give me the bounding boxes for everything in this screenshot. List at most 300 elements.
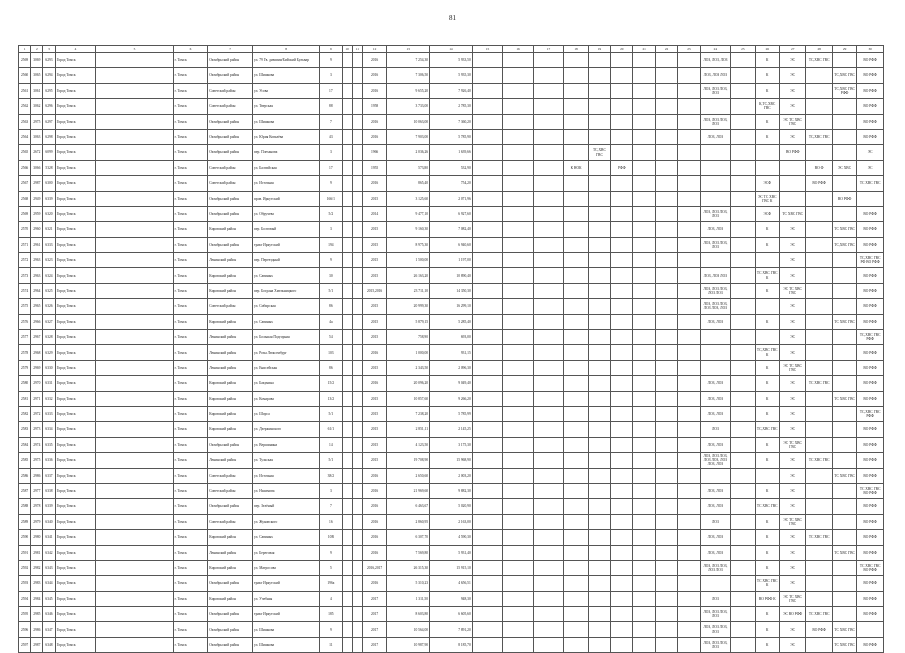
- table-cell: 17: [320, 160, 342, 175]
- column-header: 13: [387, 46, 430, 53]
- table-cell: 3: [320, 68, 342, 83]
- table-cell: 2575: [19, 299, 31, 314]
- table-cell: [533, 330, 564, 345]
- table-cell: 573,80: [387, 160, 430, 175]
- table-cell: ЛОЗ: [700, 591, 731, 606]
- table-cell: Город Томск: [55, 160, 96, 175]
- table-cell: ЛОЗ, ЛОЗ: [700, 499, 731, 514]
- table-cell: 7 238,20: [387, 406, 430, 421]
- table-cell: ЛОЗ: [700, 422, 731, 437]
- table-cell: ТС ХВС ГВС ВО РФФ: [857, 483, 884, 498]
- table-cell: 86: [320, 360, 342, 375]
- table-cell: К НОК: [564, 160, 588, 175]
- table-cell: [588, 437, 610, 452]
- table-cell: г. Томск: [173, 253, 208, 268]
- table-cell: 10 564,00: [387, 622, 430, 637]
- table-cell: [503, 145, 534, 160]
- table-cell: Город Томск: [55, 607, 96, 622]
- table-cell: ЭС ТС ХВС ГВС: [779, 114, 805, 129]
- table-cell: [611, 576, 633, 591]
- table-cell: Город Томск: [55, 391, 96, 406]
- table-row: [19, 268, 884, 283]
- table-cell: ЭС ТС ХВС ГВС: [779, 514, 805, 529]
- table-cell: 2968: [31, 345, 43, 360]
- table-cell: [352, 437, 362, 452]
- table-cell: [533, 406, 564, 421]
- table-cell: ВО РФФ: [857, 499, 884, 514]
- table-cell: 931,15: [430, 345, 473, 360]
- table-cell: 2983: [31, 576, 43, 591]
- table-cell: Город Томск: [55, 145, 96, 160]
- table-cell: [700, 360, 731, 375]
- table-cell: 2970: [31, 376, 43, 391]
- table-cell: [533, 191, 564, 206]
- table-cell: 2017: [362, 607, 386, 622]
- table-cell: [611, 99, 633, 114]
- table-cell: [731, 299, 755, 314]
- table-cell: 2 096,30: [430, 360, 473, 375]
- table-cell: ВО РФФ: [857, 530, 884, 545]
- table-cell: 166/1: [320, 191, 342, 206]
- table-cell: [342, 206, 352, 221]
- table-cell: 2583: [19, 422, 31, 437]
- table-cell: г. Томск: [173, 607, 208, 622]
- table-cell: ЛОЗ, ЛОЗ: [700, 376, 731, 391]
- table-cell: ЛОЗ, ЛОЗ ЛОЗ, ЛОЗ: [700, 83, 731, 98]
- column-header: 24: [700, 46, 731, 53]
- table-cell: Город Томск: [55, 283, 96, 298]
- table-cell: ТС,ХВС ГВС: [755, 422, 779, 437]
- table-cell: ул. Енисейская: [253, 360, 320, 375]
- table-row: [19, 314, 884, 329]
- table-cell: 2961: [31, 237, 43, 252]
- table-cell: [655, 268, 677, 283]
- table-cell: [731, 607, 755, 622]
- column-header: 20: [611, 46, 633, 53]
- table-cell: ВО РФФ: [857, 268, 884, 283]
- table-cell: [472, 514, 503, 529]
- table-cell: ЭС ТС ХВС ГВС: [779, 591, 805, 606]
- table-cell: [564, 376, 588, 391]
- table-cell: К: [755, 437, 779, 452]
- table-cell: [342, 453, 352, 468]
- table-cell: ЛОЗ, ЛОЗ ЛОЗ: [700, 268, 731, 283]
- table-cell: [731, 268, 755, 283]
- table-cell: 2596: [19, 622, 31, 637]
- table-cell: [352, 176, 362, 191]
- table-cell: ВО РФФ: [857, 576, 884, 591]
- table-cell: [342, 499, 352, 514]
- table-cell: г. Томск: [173, 314, 208, 329]
- table-cell: Октябрьский район: [208, 637, 253, 652]
- table-cell: [678, 406, 700, 421]
- table-cell: [342, 376, 352, 391]
- table-cell: [832, 253, 856, 268]
- table-cell: ул. 79 Гв. дивизии/Бийский Бульвар: [253, 53, 320, 68]
- table-cell: [96, 422, 173, 437]
- column-header: 25: [731, 46, 755, 53]
- table-cell: ул. Юрия Ковалёва: [253, 129, 320, 144]
- table-cell: 2565: [19, 145, 31, 160]
- table-cell: 7 569,80: [387, 545, 430, 560]
- register-table-wrapper: [18, 45, 884, 653]
- table-cell: [700, 145, 731, 160]
- table-cell: ЭС: [779, 53, 805, 68]
- table-cell: 10 857,60: [387, 391, 430, 406]
- table-cell: Город Томск: [55, 191, 96, 206]
- table-cell: [96, 545, 173, 560]
- table-cell: тракт Иркутский: [253, 607, 320, 622]
- table-cell: г. Томск: [173, 591, 208, 606]
- table-cell: [731, 576, 755, 591]
- table-cell: 8 975,30: [387, 237, 430, 252]
- table-cell: [564, 591, 588, 606]
- table-cell: [342, 406, 352, 421]
- table-cell: 2967: [31, 330, 43, 345]
- table-cell: 2015: [362, 391, 386, 406]
- table-cell: [655, 560, 677, 575]
- table-cell: 6324: [43, 268, 55, 283]
- table-cell: [611, 114, 633, 129]
- table-cell: [472, 99, 503, 114]
- table-cell: 2015: [362, 314, 386, 329]
- table-cell: 2015: [362, 268, 386, 283]
- table-cell: 6300: [43, 176, 55, 191]
- table-cell: [678, 591, 700, 606]
- table-cell: [611, 360, 633, 375]
- table-cell: ЛОЗ, ЛОЗ: [700, 314, 731, 329]
- table-cell: [472, 145, 503, 160]
- table-cell: 2015: [362, 191, 386, 206]
- table-cell: [472, 299, 503, 314]
- table-row: [19, 483, 884, 498]
- table-cell: 88: [320, 99, 342, 114]
- table-cell: [678, 453, 700, 468]
- table-cell: [678, 53, 700, 68]
- table-cell: 1 311,50: [387, 591, 430, 606]
- table-cell: [352, 314, 362, 329]
- table-cell: [611, 591, 633, 606]
- table-cell: Советский район: [208, 299, 253, 314]
- table-cell: [806, 99, 832, 114]
- table-cell: 6294: [43, 68, 55, 83]
- table-cell: 185: [320, 607, 342, 622]
- table-cell: 5: [320, 560, 342, 575]
- table-cell: [755, 330, 779, 345]
- table-cell: [678, 391, 700, 406]
- table-cell: 11: [320, 637, 342, 652]
- table-cell: ул. Шишкова: [253, 622, 320, 637]
- table-cell: г. Томск: [173, 514, 208, 529]
- table-cell: 2582: [19, 406, 31, 421]
- table-cell: 2015: [362, 453, 386, 468]
- table-cell: [832, 176, 856, 191]
- table-cell: [678, 560, 700, 575]
- table-cell: ЭС: [779, 68, 805, 83]
- table-cell: тракт Иркутский: [253, 576, 320, 591]
- table-cell: [588, 68, 610, 83]
- table-cell: К: [755, 545, 779, 560]
- table-cell: [755, 145, 779, 160]
- table-cell: ул. Балтийская: [253, 160, 320, 175]
- table-cell: ТС,ХВС ГВС РФФ: [832, 83, 856, 98]
- table-cell: [472, 83, 503, 98]
- table-cell: К: [755, 314, 779, 329]
- table-cell: 9 882,30: [430, 483, 473, 498]
- table-cell: [611, 176, 633, 191]
- table-cell: Октябрьский район: [208, 129, 253, 144]
- table-cell: [611, 607, 633, 622]
- table-cell: ВО РФФ: [857, 222, 884, 237]
- table-cell: [731, 437, 755, 452]
- table-cell: 2560: [19, 68, 31, 83]
- table-cell: [611, 191, 633, 206]
- table-cell: [655, 453, 677, 468]
- table-cell: ЛОЗ, ЛОЗ ЛОЗ, ЛОЗ ЛОЗ, ЛОЗ ЛОЗ, ЛОЗ: [700, 453, 731, 468]
- table-cell: 6325: [43, 283, 55, 298]
- table-cell: пров. Иркутский: [253, 191, 320, 206]
- table-cell: [832, 283, 856, 298]
- table-cell: 2016: [362, 68, 386, 83]
- table-cell: [96, 268, 173, 283]
- table-cell: [472, 560, 503, 575]
- table-cell: [731, 468, 755, 483]
- table-cell: [832, 530, 856, 545]
- table-cell: [472, 499, 503, 514]
- table-cell: г. Томск: [173, 530, 208, 545]
- table-cell: [342, 176, 352, 191]
- table-cell: [633, 514, 655, 529]
- table-cell: 4 590,30: [430, 530, 473, 545]
- table-cell: [731, 191, 755, 206]
- table-cell: 13/2: [320, 391, 342, 406]
- table-cell: [472, 483, 503, 498]
- table-cell: [588, 53, 610, 68]
- table-cell: [533, 422, 564, 437]
- table-cell: ул. Источная: [253, 176, 320, 191]
- table-cell: 6328: [43, 330, 55, 345]
- table-cell: [96, 330, 173, 345]
- table-cell: [731, 622, 755, 637]
- table-cell: [731, 453, 755, 468]
- table-cell: [503, 545, 534, 560]
- table-cell: [611, 376, 633, 391]
- table-cell: [564, 607, 588, 622]
- table-cell: 2964: [31, 283, 43, 298]
- table-cell: [611, 68, 633, 83]
- column-header: 18: [564, 46, 588, 53]
- table-cell: 6295: [43, 83, 55, 98]
- table-cell: [633, 314, 655, 329]
- table-cell: [342, 483, 352, 498]
- table-cell: [731, 360, 755, 375]
- table-cell: [731, 499, 755, 514]
- table-row: [19, 53, 884, 68]
- table-cell: 5 285,40: [430, 314, 473, 329]
- table-cell: 6 927,60: [430, 206, 473, 221]
- table-cell: [806, 206, 832, 221]
- table-cell: [503, 422, 534, 437]
- table-cell: [472, 360, 503, 375]
- table-cell: [352, 114, 362, 129]
- table-cell: [96, 314, 173, 329]
- table-cell: Город Томск: [55, 453, 96, 468]
- table-cell: ТС ХВС ГВС: [779, 206, 805, 221]
- table-cell: [352, 268, 362, 283]
- table-cell: [806, 330, 832, 345]
- table-cell: г. Томск: [173, 453, 208, 468]
- table-cell: 6333: [43, 406, 55, 421]
- table-cell: ЭС: [779, 345, 805, 360]
- table-cell: 2581: [19, 391, 31, 406]
- table-cell: [96, 145, 173, 160]
- table-cell: [832, 268, 856, 283]
- table-cell: 7 360,20: [430, 114, 473, 129]
- table-cell: [342, 191, 352, 206]
- table-cell: [779, 191, 805, 206]
- table-cell: [731, 237, 755, 252]
- table-cell: [503, 83, 534, 98]
- table-cell: ЭС: [779, 83, 805, 98]
- table-cell: [655, 468, 677, 483]
- column-header: 17: [533, 46, 564, 53]
- table-cell: [588, 499, 610, 514]
- table-cell: [633, 53, 655, 68]
- table-cell: [564, 176, 588, 191]
- table-cell: [342, 237, 352, 252]
- table-cell: [655, 160, 677, 175]
- table-cell: 5 931,40: [430, 545, 473, 560]
- table-cell: [564, 330, 588, 345]
- table-cell: [678, 330, 700, 345]
- table-cell: [678, 176, 700, 191]
- table-cell: ВО РФФ: [857, 422, 884, 437]
- table-cell: 26 315,30: [387, 560, 430, 575]
- table-cell: 5 310,23: [387, 576, 430, 591]
- table-cell: [533, 83, 564, 98]
- table-cell: Город Томск: [55, 422, 96, 437]
- table-cell: [342, 514, 352, 529]
- table-cell: 2015: [362, 222, 386, 237]
- table-cell: [472, 591, 503, 606]
- table-cell: [96, 360, 173, 375]
- table-cell: 9 049,40: [430, 376, 473, 391]
- column-header: 8: [253, 46, 320, 53]
- table-cell: 6321: [43, 222, 55, 237]
- table-cell: [806, 253, 832, 268]
- table-row: [19, 622, 884, 637]
- table-cell: 8 603,80: [387, 607, 430, 622]
- table-cell: 2 036,26: [387, 145, 430, 160]
- table-cell: ЭС: [779, 560, 805, 575]
- table-cell: 6293: [43, 53, 55, 68]
- table-cell: [533, 206, 564, 221]
- table-cell: г. Томск: [173, 114, 208, 129]
- table-cell: 1 000,00: [387, 345, 430, 360]
- table-cell: 2561: [19, 83, 31, 98]
- table-cell: [611, 622, 633, 637]
- table-cell: 3: [320, 145, 342, 160]
- table-cell: Город Томск: [55, 376, 96, 391]
- table-cell: 2015: [362, 253, 386, 268]
- table-cell: [806, 145, 832, 160]
- table-cell: [731, 83, 755, 98]
- table-cell: [611, 330, 633, 345]
- table-cell: ВО РФФ: [857, 129, 884, 144]
- table-cell: [611, 514, 633, 529]
- table-cell: 6333: [43, 237, 55, 252]
- table-cell: 19 708,90: [387, 453, 430, 468]
- table-cell: 5/1: [320, 453, 342, 468]
- table-cell: 2 163,00: [430, 514, 473, 529]
- table-cell: [533, 622, 564, 637]
- table-cell: [472, 222, 503, 237]
- table-cell: [655, 345, 677, 360]
- table-row: [19, 514, 884, 529]
- table-cell: ЭС: [779, 637, 805, 652]
- table-cell: [655, 422, 677, 437]
- table-cell: 2016: [362, 114, 386, 129]
- table-cell: [533, 53, 564, 68]
- table-cell: 1 639,66: [430, 145, 473, 160]
- table-cell: [472, 422, 503, 437]
- table-cell: [533, 253, 564, 268]
- table-cell: [731, 206, 755, 221]
- table-cell: ЭСФ: [755, 206, 779, 221]
- table-cell: [806, 237, 832, 252]
- table-cell: 3 125,60: [387, 191, 430, 206]
- table-cell: ЛОЗ, ЛОЗ: [700, 437, 731, 452]
- table-cell: ВО РФФ: [857, 514, 884, 529]
- table-cell: ТС,ХВС ГВС РФФ: [857, 330, 884, 345]
- table-cell: 6338: [43, 483, 55, 498]
- table-cell: Кировский район: [208, 314, 253, 329]
- table-cell: [633, 391, 655, 406]
- table-cell: 532,90: [430, 160, 473, 175]
- table-cell: [633, 145, 655, 160]
- table-cell: [96, 283, 173, 298]
- table-cell: [472, 607, 503, 622]
- table-cell: ЭС: [779, 545, 805, 560]
- table-cell: [533, 360, 564, 375]
- table-cell: [678, 114, 700, 129]
- table-cell: К: [755, 391, 779, 406]
- table-cell: [503, 591, 534, 606]
- table-cell: [503, 499, 534, 514]
- table-cell: 2985: [31, 607, 43, 622]
- table-cell: [533, 530, 564, 545]
- table-cell: ЭС: [779, 499, 805, 514]
- table-cell: Город Томск: [55, 314, 96, 329]
- table-cell: Город Томск: [55, 499, 96, 514]
- table-cell: г. Томск: [173, 483, 208, 498]
- table-cell: г. Томск: [173, 283, 208, 298]
- table-cell: 6341: [43, 530, 55, 545]
- table-cell: [633, 253, 655, 268]
- table-cell: К: [755, 622, 779, 637]
- table-cell: ЭС: [779, 268, 805, 283]
- table-cell: [588, 299, 610, 314]
- table-row: [19, 99, 884, 114]
- table-cell: 2016: [362, 129, 386, 144]
- table-cell: ТС ХВС ГВС К: [755, 576, 779, 591]
- table-row: [19, 607, 884, 622]
- table-cell: [611, 53, 633, 68]
- table-cell: 2979: [31, 514, 43, 529]
- column-header: 22: [655, 46, 677, 53]
- table-cell: [342, 314, 352, 329]
- column-header: 16: [503, 46, 534, 53]
